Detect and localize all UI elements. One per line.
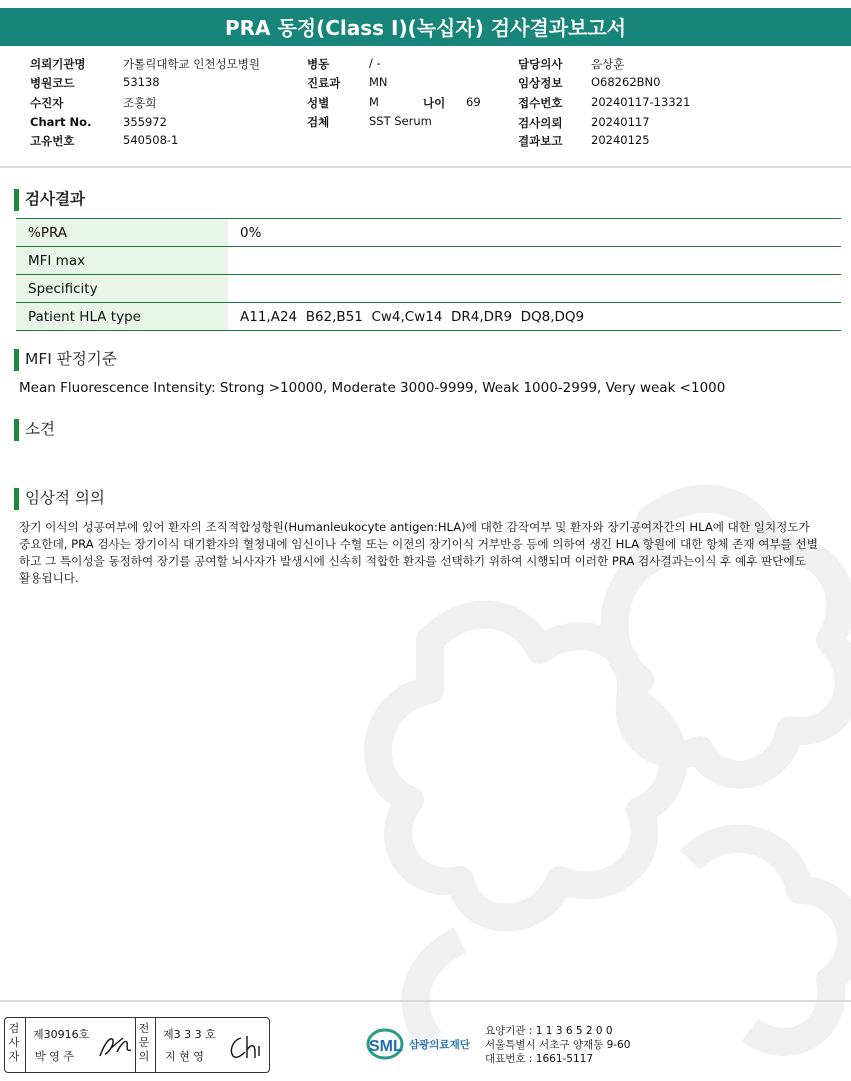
result-row [16,275,841,303]
result-value: 0% [228,219,841,247]
doctor-label: 담당의사 [518,57,563,71]
sex-value: M [369,95,379,109]
result-label: %PRA [16,219,228,247]
recipient-value: 조홍희 [123,96,157,110]
clinical-info-label: 임상정보 [518,76,563,90]
opinion-heading: 소견 [14,419,55,441]
doctor-value: 음상훈 [591,57,625,71]
header-divider [0,166,851,168]
result-row [16,303,841,331]
ward-label: 병동 [307,57,330,71]
dept-value: MN [369,75,388,89]
results-table [16,218,841,331]
address-line-3: 대표번호 : 1661-5117 [485,1053,594,1065]
signature-box [4,1017,270,1073]
specialist-name: 지 현 영 [165,1050,204,1063]
mfi-heading: MFI 판정기준 [14,349,117,371]
age-value: 69 [466,95,481,109]
result-label: Patient HLA type [16,303,228,331]
patient-info [0,0,851,160]
address-line-1: 요양기관 : 1 1 3 6 5 2 0 0 [485,1025,613,1037]
sig-divider-2 [135,1018,136,1072]
results-heading: 검사결과 [14,189,85,211]
report-title: PRA 동정(Class I)(녹십자) 검사결과보고서 [0,8,851,46]
mfi-criteria-text: Mean Fluorescence Intensity: Strong >10000, Moderate 3000-9999, Weak 1000-2999, Very weak <1000 [19,380,726,396]
unique-label: 고유번호 [30,134,75,148]
institution-label: 의뢰기관명 [30,57,86,71]
hospital-code-label: 병원코드 [30,76,75,90]
report-date-label: 결과보고 [518,134,563,148]
org-address [485,1024,630,1066]
specimen-label: 검체 [307,115,330,129]
result-row [16,247,841,275]
specimen-value: SST Serum [369,114,432,128]
recipient-label: 수진자 [30,96,64,110]
examiner-name: 박 영 주 [35,1050,74,1063]
footer-divider [0,1000,851,1002]
chart-label: Chart No. [30,115,92,129]
result-value [228,275,841,303]
request-label: 검사의뢰 [518,116,563,130]
examiner-number: 제30916호 [33,1028,90,1041]
address-line-2: 서울특별시 서초구 양재동 9-60 [485,1039,631,1051]
examiner-signature [97,1032,133,1062]
logo-sml-text: SML [369,1038,403,1055]
unique-value: 540508-1 [123,133,179,147]
dept-label: 진료과 [307,76,341,90]
clinical-significance-text: 장기 이식의 성공여부에 있어 환자의 조직적합성항원(Humanleukocyte antigen:HLA)에 대한 감작여부 및 환자와 장기공여자간의 HLA에 대한 일치정도가 중요한데, PRA 검사는 장기이식 대기환자의 혈청내에 임신이나 수혈 또는 이전의 장기이식 거부반응 등에 의하여 생긴 HLA 항원에 대한 항체 존재 여부를 선별하고 그 특이성을 동정하여 장기를 공여할 뇌사자가 발생시에 신속히 적합한 환자를 선택하기 위하여 시행되며 이러한 PRA 검사결과는이식 후 예후 판단에도 활용됩니다. [19,520,818,585]
institution-value: 가톨릭대학교 인천성모병원 [123,57,260,71]
sex-label: 성별 [307,96,330,110]
clinical-significance-heading: 임상적 의의 [14,488,105,510]
sml-logo [365,1024,483,1068]
receipt-label: 접수번호 [518,96,563,110]
report-date-value: 20240125 [591,133,650,147]
clinical-info-value: O68262BN0 [591,75,661,89]
result-value: A11,A24 B62,B51 Cw4,Cw14 DR4,DR9 DQ8,DQ9 [228,303,841,331]
result-value [228,247,841,275]
result-row [16,219,841,247]
examiner-label: 검사자 [8,1022,20,1063]
result-label: Specificity [16,275,228,303]
sml-logo-icon [365,1024,483,1064]
result-label: MFI max [16,247,228,275]
ward-value: / - [369,56,381,70]
specialist-number: 제3 3 3 호 [163,1028,216,1041]
specialist-signature [227,1032,265,1062]
request-value: 20240117 [591,115,650,129]
sig-divider-3 [155,1018,156,1072]
hospital-code-value: 53138 [123,75,160,89]
receipt-value: 20240117-13321 [591,95,691,109]
sig-divider-1 [25,1018,26,1072]
specialist-label: 전문의 [138,1022,150,1063]
chart-value: 355972 [123,115,167,129]
logo-org-name: 삼광의료재단 [409,1039,470,1051]
age-label: 나이 [423,96,446,110]
